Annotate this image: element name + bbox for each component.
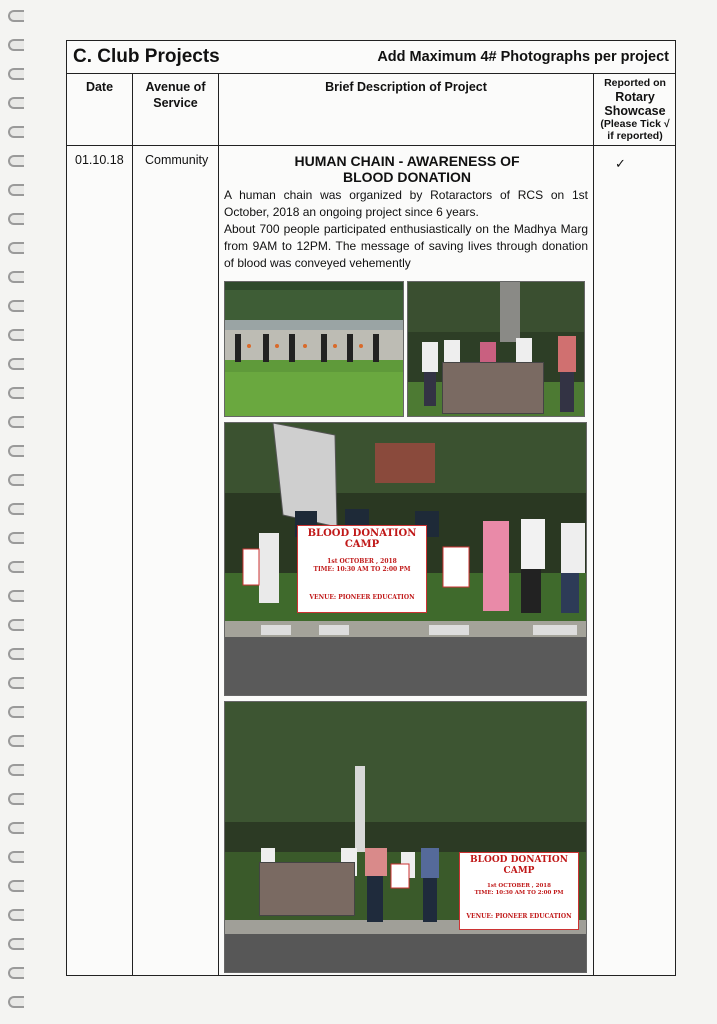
section-header (67, 41, 675, 74)
column-divider (593, 73, 594, 975)
date-header: Date (85, 80, 114, 94)
project-title (222, 153, 592, 185)
banner-venue: VENUE: PIONEER EDUCATION (309, 594, 415, 601)
club-projects-table (66, 40, 676, 976)
project-date: 01.10.18 (75, 153, 124, 167)
column-divider (132, 73, 133, 975)
spiral-binding (4, 0, 26, 1024)
description-paragraph: About 700 people participated enthusiastically on the Madhya Marg from 9AM to 12PM. The message of saving lives through donation of blood was conveyed vehemently (224, 222, 588, 270)
binding-ring (8, 300, 24, 312)
binding-ring (8, 735, 24, 747)
project-avenue: Community (145, 153, 209, 167)
binding-ring (8, 387, 24, 399)
banner-title: BLOOD DONATION CAMP (470, 855, 568, 876)
binding-ring (8, 996, 24, 1008)
reported-header-line: Reported on (604, 77, 666, 89)
club-banner (259, 862, 355, 916)
reported-header-line: if reported) (607, 130, 663, 142)
binding-ring (8, 909, 24, 921)
blood-donation-banner (459, 852, 579, 930)
binding-ring (8, 329, 24, 341)
binding-ring (8, 10, 24, 22)
binding-ring (8, 474, 24, 486)
binding-ring (8, 445, 24, 457)
binding-ring (8, 126, 24, 138)
banner-time: TIME: 10:30 AM TO 2:00 PM (474, 890, 564, 896)
binding-ring (8, 851, 24, 863)
banner-title: BLOOD DONATION CAMP (307, 528, 417, 550)
photo-group-banner (407, 281, 585, 417)
reported-tick: ✓ (615, 156, 626, 171)
project-title-line: HUMAN CHAIN - AWARENESS OF (294, 153, 520, 169)
project-description (224, 187, 588, 272)
reported-header-line: Showcase (604, 103, 666, 118)
banner-venue: VENUE: PIONEER EDUCATION (466, 913, 572, 920)
binding-ring (8, 155, 24, 167)
blood-donation-banner (297, 525, 427, 613)
binding-ring (8, 184, 24, 196)
binding-ring (8, 358, 24, 370)
binding-ring (8, 938, 24, 950)
binding-ring (8, 561, 24, 573)
binding-ring (8, 677, 24, 689)
photo-blood-donation-group (224, 422, 587, 696)
banner-date: 1st OCTOBER , 2018 (327, 558, 397, 565)
binding-ring (8, 242, 24, 254)
photo-instruction: Add Maximum 4# Photographs per project (377, 49, 669, 65)
binding-ring (8, 822, 24, 834)
club-banner (442, 362, 544, 414)
header-divider (67, 145, 675, 146)
binding-ring (8, 764, 24, 776)
binding-ring (8, 619, 24, 631)
binding-ring (8, 532, 24, 544)
description-header: Brief Description of Project (325, 80, 487, 94)
binding-ring (8, 97, 24, 109)
binding-ring (8, 416, 24, 428)
binding-ring (8, 271, 24, 283)
binding-ring (8, 648, 24, 660)
photo-roadside-group (224, 701, 587, 973)
binding-ring (8, 213, 24, 225)
reported-header-line: (Please Tick √ (600, 117, 670, 130)
project-title-line: BLOOD DONATION (342, 169, 472, 185)
section-title: C. Club Projects (73, 46, 220, 67)
binding-ring (8, 590, 24, 602)
reported-header-line: Rotary (615, 89, 655, 104)
binding-ring (8, 880, 24, 892)
banner-date: 1st OCTOBER , 2018 (487, 883, 551, 889)
avenue-header: Avenue of Service (145, 80, 206, 110)
binding-ring (8, 793, 24, 805)
binding-ring (8, 706, 24, 718)
banner-time: TIME: 10:30 AM TO 2:00 PM (313, 566, 411, 573)
photo-human-chain-lawn (224, 281, 404, 417)
reported-header (594, 77, 676, 143)
binding-ring (8, 967, 24, 979)
binding-ring (8, 68, 24, 80)
column-divider (218, 73, 219, 975)
binding-ring (8, 39, 24, 51)
description-paragraph: A human chain was organized by Rotaractors of RCS on 1st October, 2018 an ongoing project since 6 years. (224, 188, 588, 219)
binding-ring (8, 503, 24, 515)
